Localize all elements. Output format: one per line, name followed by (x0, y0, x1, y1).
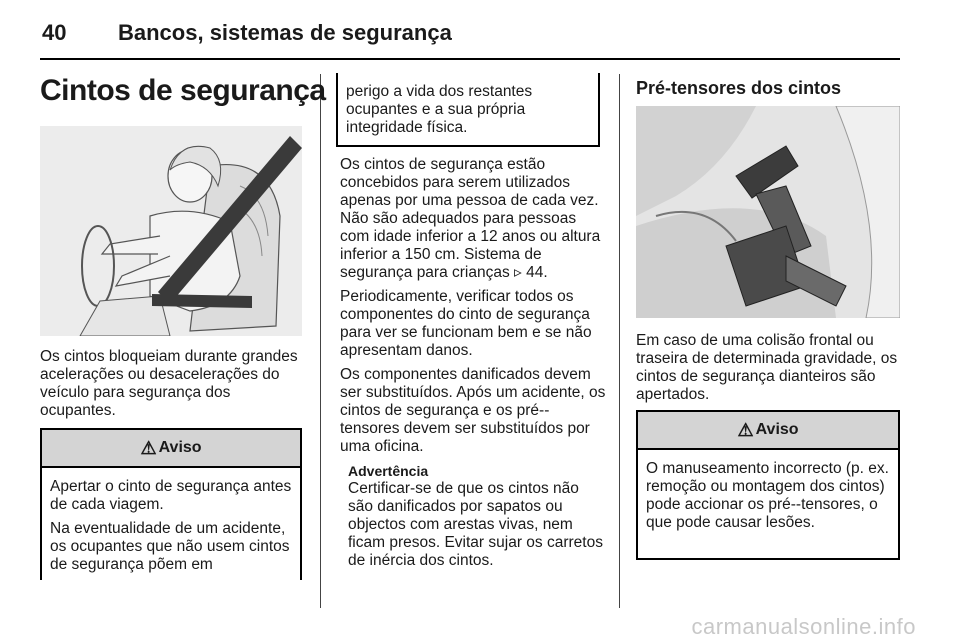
section-title-seat-belts: Cintos de segurança (40, 74, 326, 107)
warning-label-2: Aviso (755, 421, 799, 438)
warning-continued-text: perigo a vida dos restantes ocupantes e a sua própria integridade física. (346, 83, 533, 136)
paragraph-usage (340, 156, 608, 282)
warning-box-2 (636, 410, 900, 560)
page-number: 40 (42, 20, 67, 45)
column-divider-1 (320, 74, 321, 608)
paragraph-inspection: Periodicamente, verificar todos os componentes do cinto de segurança para ver se funcionam bem e se não apresentam danos. (340, 288, 592, 359)
column-divider-2 (619, 74, 620, 608)
warning-triangle-icon: ⚠ (737, 419, 754, 440)
chapter-title: Bancos, sistemas de segurança (118, 20, 452, 45)
warning-text-1: Apertar o cinto de segurança antes de cada viagem. (50, 478, 292, 513)
header-rule (40, 58, 900, 60)
paragraph-replacement: Os componentes danificados devem ser substituídos. Após um acidente, os cintos de segurança e os pré--tensores devem ser substituídos por uma oficina. (340, 366, 606, 455)
paragraph-usage-text: Os cintos de segurança estão concebidos para serem utilizados apenas por uma pessoa de cada vez. Não são adequados para pessoas com idade inferior a 12 anos ou altura inferior a 150 cm. Sistema de segurança para crianças (340, 156, 601, 281)
warning-label: Aviso (158, 439, 202, 456)
note-block (348, 462, 608, 570)
pretensioner-illustration (636, 106, 900, 318)
warning-text-3: O manuseamento incorrecto (p. ex. remoção ou montagem dos cintos) pode accionar os pré--tensores, o que pode causar lesões. (646, 460, 889, 531)
page-ref-arrow-icon: ▹ (514, 264, 527, 281)
warning-header-2 (638, 412, 898, 450)
section-title-pretensioners: Pré-tensores dos cintos (636, 78, 842, 98)
warning-box-continued (336, 73, 600, 147)
watermark: carmanualsonline.info (691, 614, 916, 639)
note-title: Advertência (348, 463, 429, 479)
pretensioner-paragraph: Em caso de uma colisão frontal ou traseira de determinada gravidade, os cintos de segurança dianteiros são apertados. (636, 332, 898, 403)
note-text: Certificar-se de que os cintos não são danificados por sapatos ou objectos com arestas vivas, nem ficam presos. Evitar sujar os carretos de inércia dos cintos. (348, 480, 603, 569)
intro-paragraph: Os cintos bloqueiam durante grandes acelerações ou desacelerações do veículo para segurança dos ocupantes. (40, 348, 298, 419)
warning-text-2: Na eventualidade de um acidente, os ocupantes que não usem cintos de segurança põem em (50, 520, 290, 573)
page-ref[interactable]: 44. (526, 264, 548, 281)
warning-header (42, 430, 300, 468)
seat-belt-illustration (40, 126, 302, 336)
warning-box-1 (40, 428, 302, 580)
warning-triangle-icon: ⚠ (140, 437, 157, 458)
